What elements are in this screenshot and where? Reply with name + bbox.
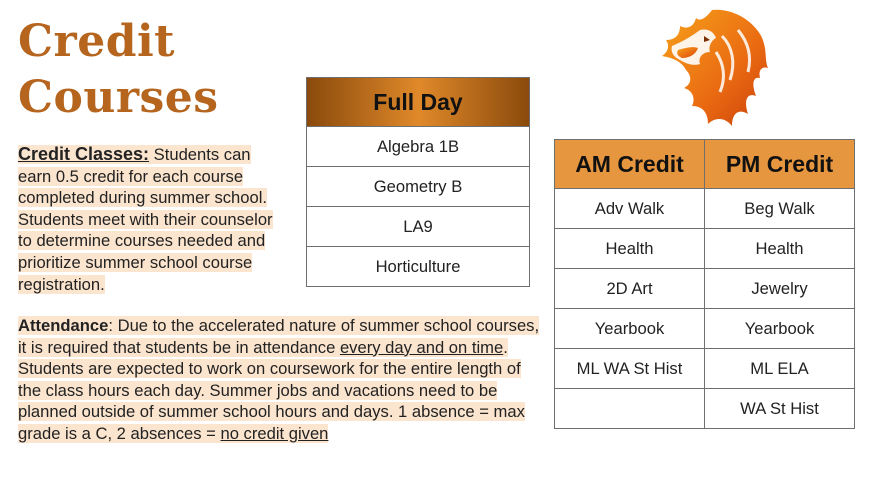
pm-credit-header: PM Credit bbox=[705, 140, 855, 189]
title-line-1: Credit bbox=[18, 16, 175, 67]
pm-cell: Beg Walk bbox=[705, 189, 855, 229]
am-credit-header: AM Credit bbox=[555, 140, 705, 189]
am-cell: ML WA St Hist bbox=[555, 349, 705, 389]
full-day-cell: LA9 bbox=[307, 207, 530, 247]
attendance-every-day: every day and on time bbox=[339, 337, 504, 357]
credit-classes-lead: Credit Classes: bbox=[18, 144, 150, 164]
credit-classes-paragraph bbox=[18, 144, 280, 295]
pm-cell: Jewelry bbox=[705, 269, 855, 309]
credit-classes-text: Students can earn 0.5 credit for each course completed during summer school. Students meet with their counselor to determine courses needed and prioritize summer school course registration. bbox=[18, 145, 273, 294]
pm-cell: WA St Hist bbox=[705, 389, 855, 429]
am-cell: Health bbox=[555, 229, 705, 269]
attendance-no-credit: no credit given bbox=[220, 423, 329, 443]
am-cell: 2D Art bbox=[555, 269, 705, 309]
full-day-cell: Horticulture bbox=[307, 247, 530, 287]
pm-cell: ML ELA bbox=[705, 349, 855, 389]
attendance-lead: Attendance bbox=[18, 316, 109, 335]
am-cell: Adv Walk bbox=[555, 189, 705, 229]
lion-head-logo-icon bbox=[652, 6, 770, 130]
page-title bbox=[18, 14, 219, 126]
pm-cell: Yearbook bbox=[705, 309, 855, 349]
attendance-text-1: : Due to the accelerated nature of summer school courses, it is required that students be in attendance bbox=[18, 316, 540, 357]
full-day-cell: Algebra 1B bbox=[307, 127, 530, 167]
full-day-table bbox=[306, 77, 530, 287]
pm-cell: Health bbox=[705, 229, 855, 269]
am-cell bbox=[555, 389, 705, 429]
am-cell: Yearbook bbox=[555, 309, 705, 349]
full-day-cell: Geometry B bbox=[307, 167, 530, 207]
am-pm-credit-table bbox=[554, 139, 855, 429]
full-day-header: Full Day bbox=[307, 78, 530, 127]
attendance-paragraph bbox=[18, 315, 540, 445]
title-line-2: Courses bbox=[18, 72, 219, 123]
attendance-text-2: . Students are expected to work on coursework for the entire length of the class hours each day. Summer jobs and vacations need to be planned outside of summer school hours and days. 1 absence = max grade is a C, 2 absences = bbox=[18, 337, 525, 443]
